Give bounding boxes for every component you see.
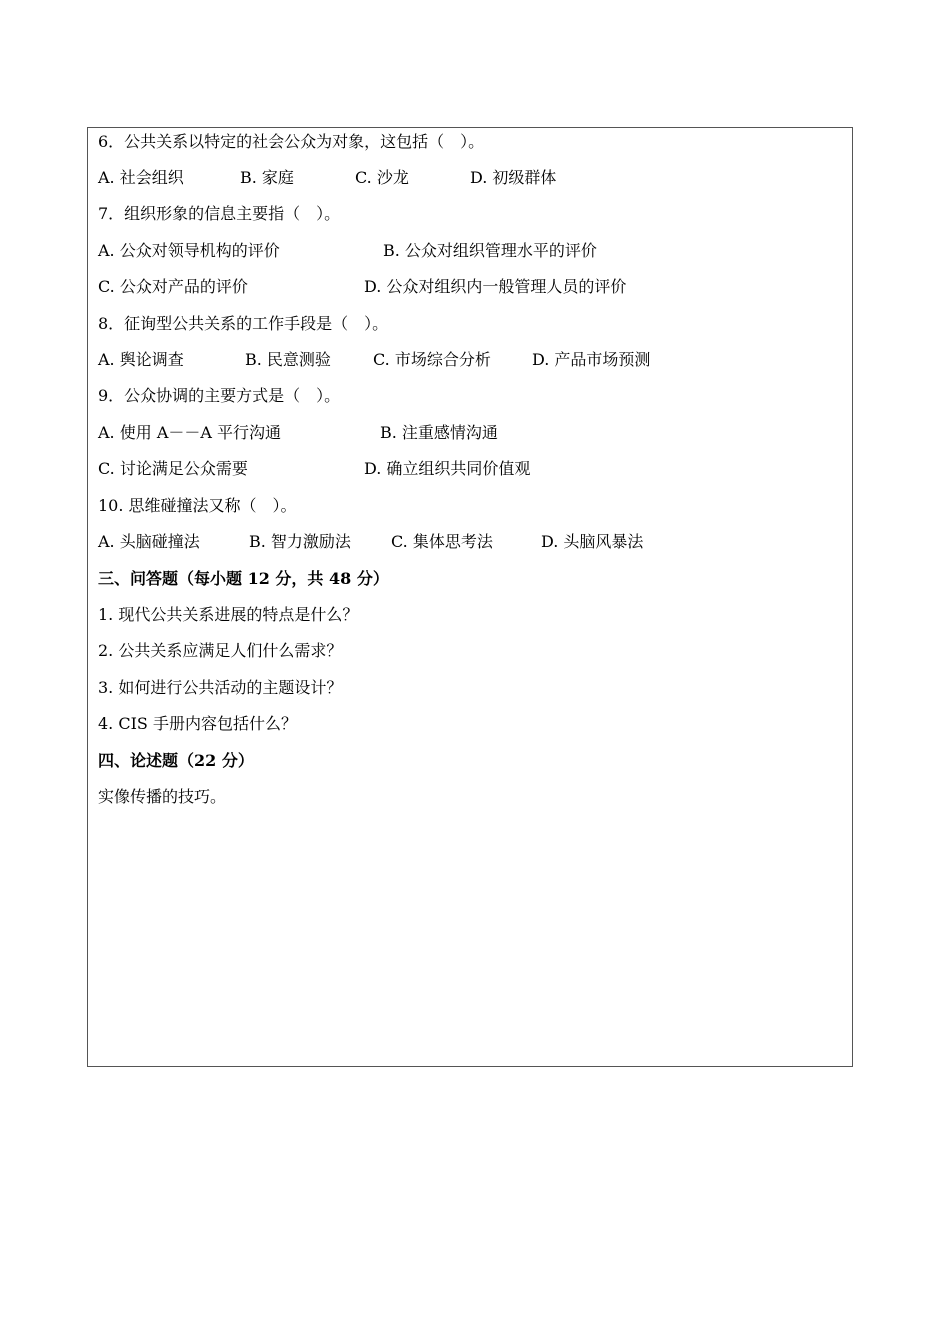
question-9-option-c: C. 讨论满足公众需要 <box>98 459 248 478</box>
question-10-option-a: A. 头脑碰撞法 <box>98 532 200 551</box>
section-3-question-3: 3. 如何进行公共活动的主题设计？ <box>98 678 343 697</box>
question-10-option-b: B. 智力激励法 <box>249 532 351 551</box>
question-10-stem: 10. 思维碰撞法又称（ ）。 <box>98 496 297 515</box>
exam-content-box <box>87 127 853 1067</box>
question-6-stem: 6．公共关系以特定的社会公众为对象，这包括（ ）。 <box>98 132 485 151</box>
question-8-option-b: B. 民意测验 <box>245 350 331 369</box>
question-9-options-row2 <box>98 459 798 479</box>
section-3-heading: 三、问答题（每小题 12 分，共 48 分） <box>98 569 389 588</box>
question-8-option-c: C. 市场综合分析 <box>373 350 491 369</box>
question-9-stem: 9．公众协调的主要方式是（ ）。 <box>98 386 341 405</box>
question-10-option-d: D. 头脑风暴法 <box>541 532 644 551</box>
question-8-options <box>98 350 798 370</box>
question-7-option-a: A. 公众对领导机构的评价 <box>98 241 280 260</box>
question-7-options-row1 <box>98 241 798 261</box>
question-7-options-row2 <box>98 277 798 297</box>
question-7-option-b: B. 公众对组织管理水平的评价 <box>383 241 597 260</box>
question-10-option-c: C. 集体思考法 <box>391 532 493 551</box>
question-9-options-row1 <box>98 423 798 443</box>
section-3-question-1: 1. 现代公共关系进展的特点是什么？ <box>98 605 359 624</box>
question-6-option-a: A. 社会组织 <box>98 168 184 187</box>
question-9-option-d: D. 确立组织共同价值观 <box>364 459 531 478</box>
question-9-option-b: B. 注重感情沟通 <box>380 423 498 442</box>
section-4-heading: 四、论述题（22 分） <box>98 751 254 770</box>
question-8-option-a: A. 舆论调查 <box>98 350 184 369</box>
question-9-option-a: A. 使用 A－－A 平行沟通 <box>98 423 282 442</box>
question-8-stem: 8．征询型公共关系的工作手段是（ ）。 <box>98 314 389 333</box>
question-7-stem: 7．组织形象的信息主要指（ ）。 <box>98 204 341 223</box>
question-7-option-c: C. 公众对产品的评价 <box>98 277 248 296</box>
question-7-option-d: D. 公众对组织内一般管理人员的评价 <box>364 277 627 296</box>
section-3-question-2: 2. 公共关系应满足人们什么需求？ <box>98 641 343 660</box>
section-3-question-4: 4. CIS 手册内容包括什么？ <box>98 714 297 733</box>
question-6-options <box>98 168 798 188</box>
question-6-option-d: D. 初级群体 <box>470 168 557 187</box>
question-6-option-c: C. 沙龙 <box>355 168 409 187</box>
section-4-essay-prompt: 实像传播的技巧。 <box>98 787 227 806</box>
question-8-option-d: D. 产品市场预测 <box>532 350 651 369</box>
question-10-options <box>98 532 798 552</box>
question-6-option-b: B. 家庭 <box>240 168 294 187</box>
